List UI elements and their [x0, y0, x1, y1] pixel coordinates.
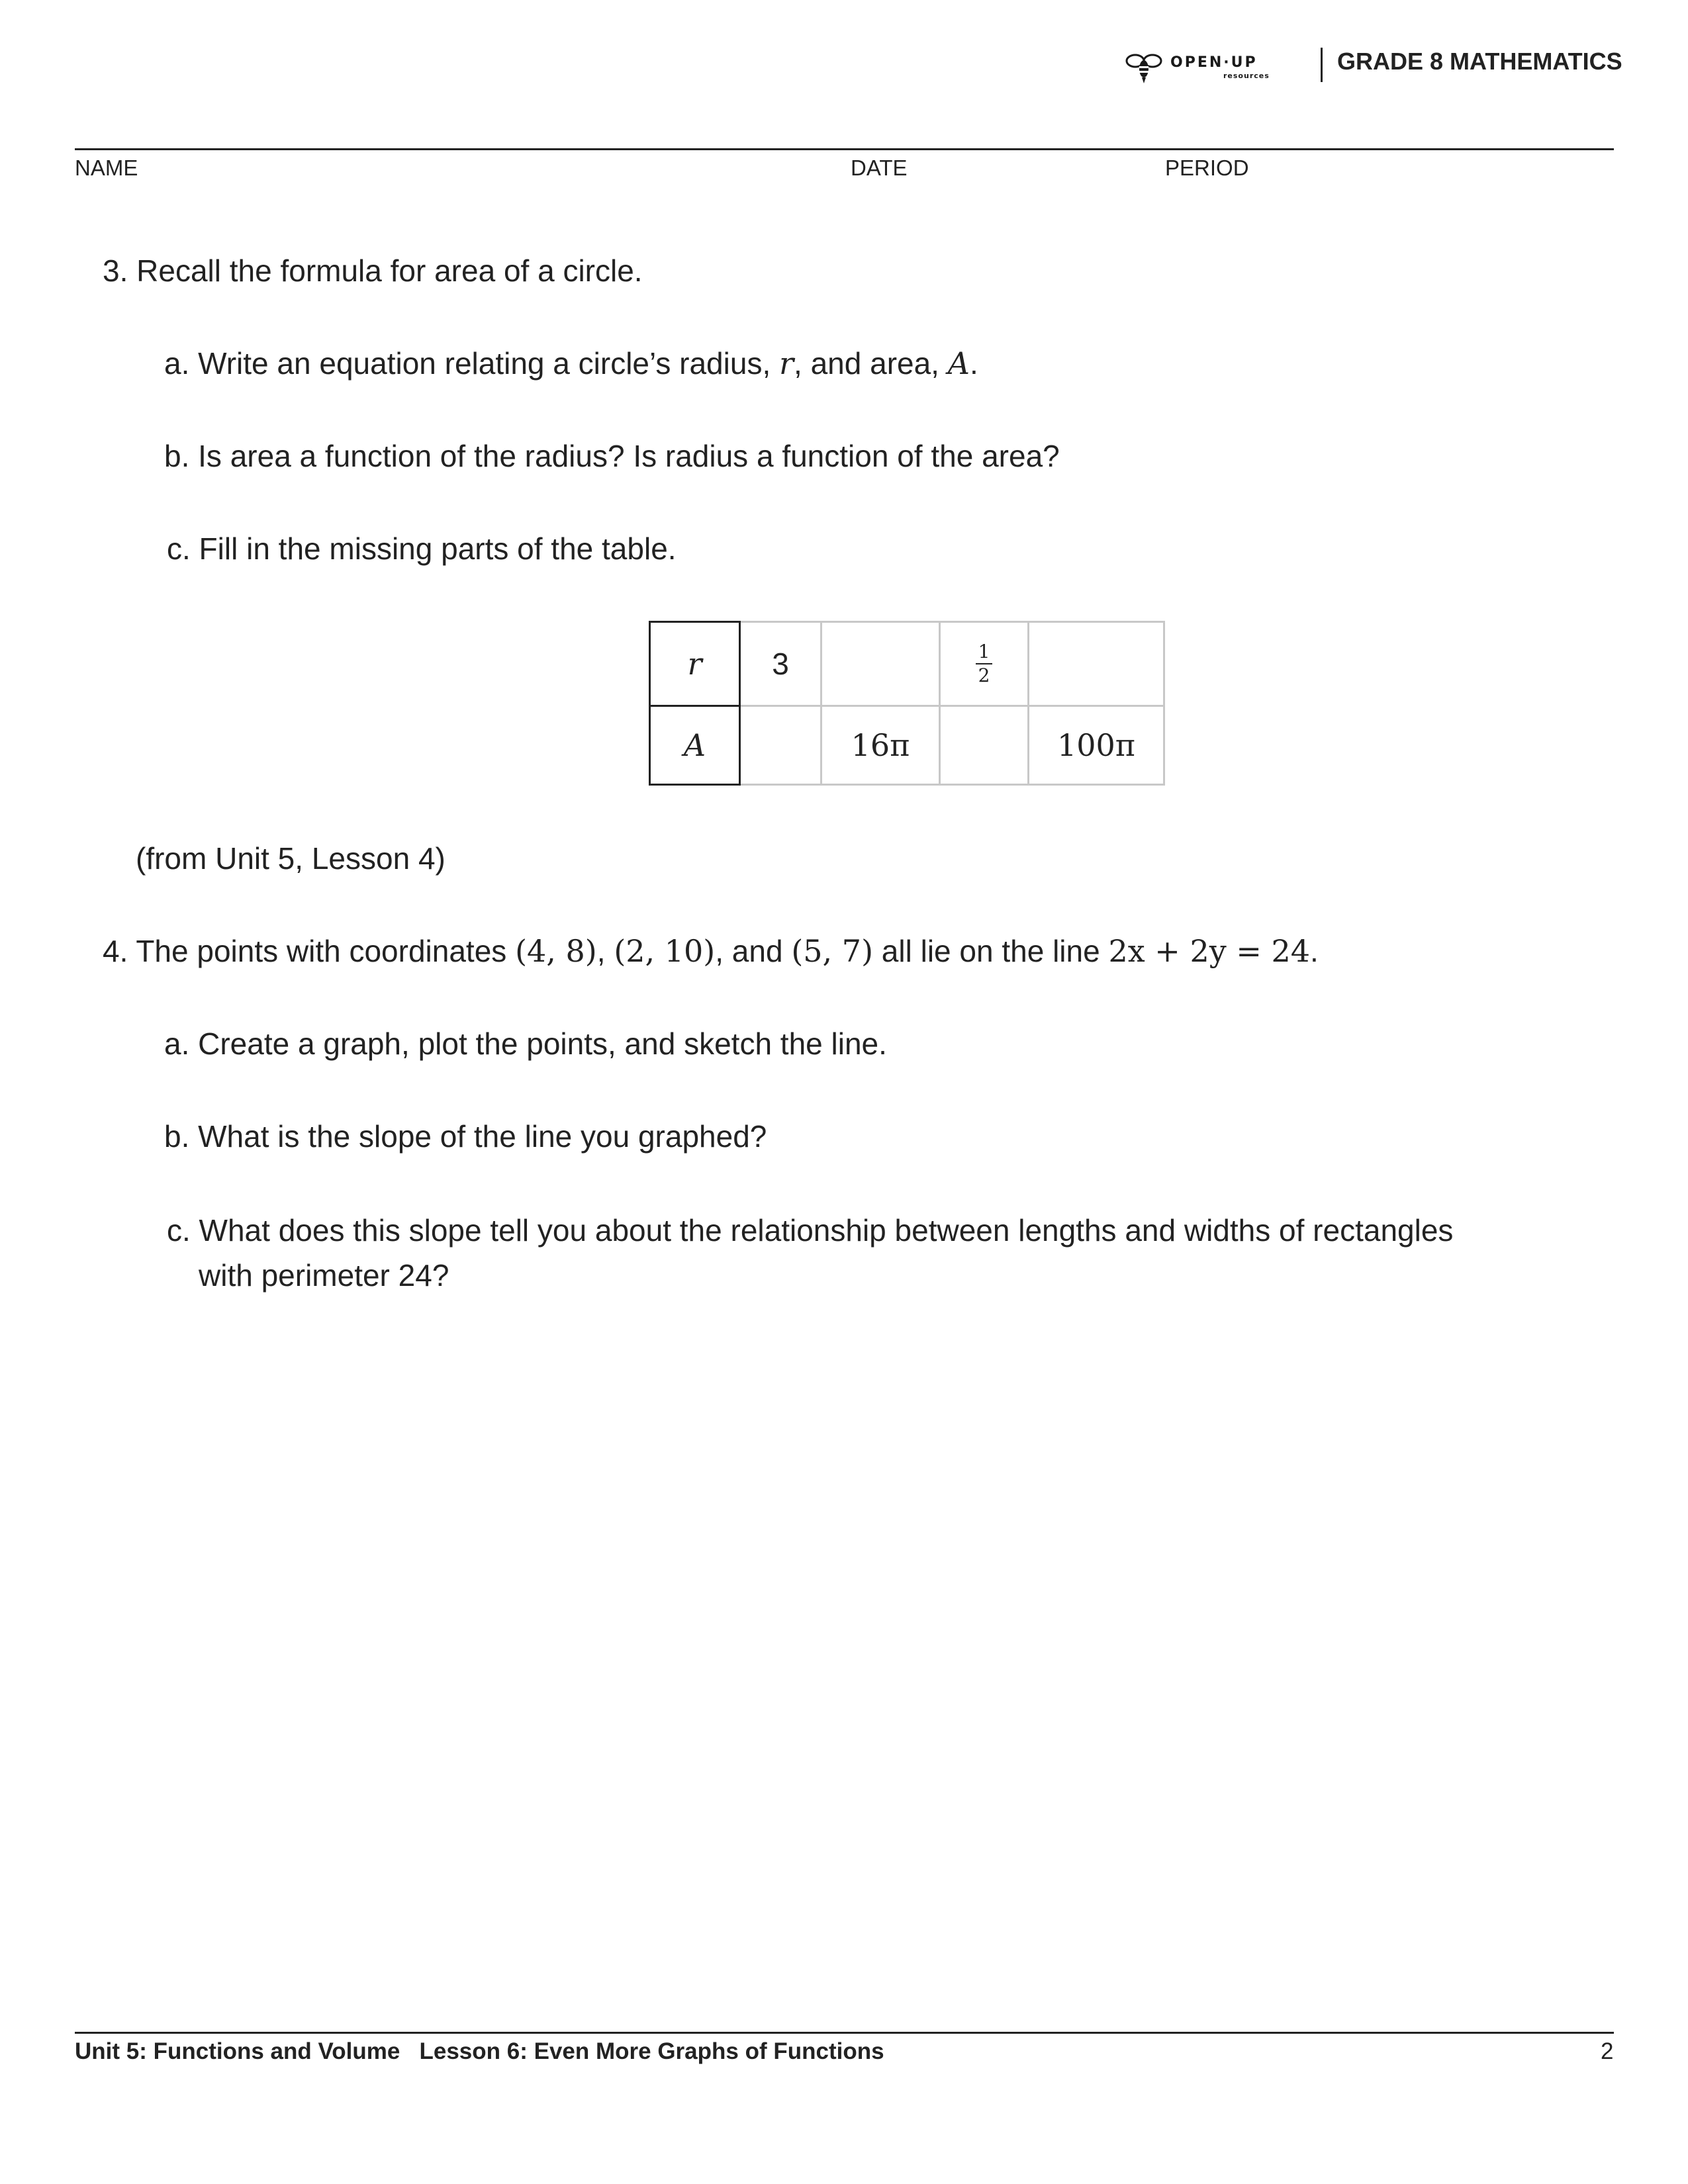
point-1: (4, 8)	[515, 933, 597, 969]
footer-rule	[75, 2032, 1614, 2034]
line-equation: 2x + 2y = 24	[1108, 933, 1311, 969]
table-cell-blank	[821, 622, 940, 706]
logo-subtext: resources	[1223, 71, 1270, 80]
logo-wordmark: OPEN·UP	[1170, 54, 1258, 71]
period-label: PERIOD	[1165, 156, 1249, 180]
table-cell-blank	[1029, 622, 1164, 706]
publisher-logo	[1125, 46, 1297, 86]
grade-title: GRADE 8 MATHEMATICS	[1337, 48, 1622, 75]
q4-stem-pre: 4. The points with coordinates	[103, 934, 516, 968]
q4-stem-mid: all lie on the line	[873, 934, 1109, 968]
var-A: A	[947, 345, 970, 381]
bee-icon	[1125, 48, 1162, 85]
q4-sep: ,	[596, 934, 614, 968]
table-cell: 16π	[821, 706, 940, 785]
q3-source: (from Unit 5, Lesson 4)	[136, 841, 445, 876]
q3c-text: c. Fill in the missing parts of the table.	[167, 531, 677, 566]
q3a-pre: a. Write an equation relating a circle’s radius,	[164, 346, 780, 381]
q4b-text: b. What is the slope of the line you graphed?	[164, 1119, 767, 1154]
table-cell-blank	[940, 706, 1029, 785]
point-2: (2, 10)	[614, 933, 716, 969]
q4-stem-post: .	[1310, 934, 1319, 968]
table-header-A: A	[650, 706, 740, 785]
header-divider	[1321, 48, 1323, 82]
table-cell-blank	[740, 706, 821, 785]
page-number: 2	[1601, 2038, 1614, 2064]
fraction-one-half: $\frac{1}{2}$	[976, 642, 993, 686]
name-label: NAME	[75, 156, 138, 180]
q3b-text: b. Is area a function of the radius? Is radius a function of the area?	[164, 439, 1060, 473]
q4c-text-cont: with perimeter 24?	[199, 1258, 449, 1293]
footer-lesson: Lesson 6: Even More Graphs of Functions	[419, 2038, 884, 2064]
q4c-text: c. What does this slope tell you about the relationship between lengths and widths of rectangles	[167, 1213, 1454, 1248]
table-row-A	[650, 706, 1164, 785]
var-r: r	[779, 345, 794, 381]
table-cell	[940, 622, 1029, 706]
q4-stem	[103, 933, 1319, 969]
q3a-text	[164, 345, 978, 381]
footer-unit: Unit 5: Functions and Volume	[75, 2038, 400, 2064]
q3a-post: .	[969, 346, 978, 381]
q4-sep: , and	[715, 934, 792, 968]
point-3: (5, 7)	[791, 933, 874, 969]
q3-stem: 3. Recall the formula for area of a circle.	[103, 253, 643, 288]
table-cell: 100π	[1029, 706, 1164, 785]
radius-area-table	[649, 621, 1165, 786]
footer-lesson-info	[75, 2038, 884, 2065]
name-line	[75, 148, 1614, 150]
table-header-r: r	[650, 622, 740, 706]
table-cell: 3	[740, 622, 821, 706]
date-label: DATE	[851, 156, 908, 180]
q3a-mid: , and area,	[794, 346, 948, 381]
table-row-r	[650, 622, 1164, 706]
q4a-text: a. Create a graph, plot the points, and sketch the line.	[164, 1026, 887, 1061]
